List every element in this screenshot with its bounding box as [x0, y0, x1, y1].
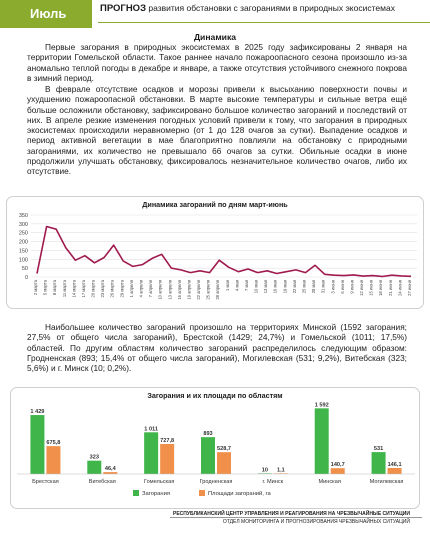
category-label: г. Минск — [262, 479, 284, 485]
paragraph-3: Наибольшее количество загораний произошло на территориях Минской (1592 загорания; 27,5% от общего числа загораний), Брестской (1429; 24,7%) и Гомельской (1011; 17,5%) областей. По другим областям количество загораний распределилось следующим образом: Гродненская (893; 15,4% от общего числа загораний), Могилевская (531; 9,2%), Витебская (323; 5,6%) и г. Минск (10; 0,2%). — [27, 322, 407, 374]
data-label: 528,7 — [217, 446, 231, 453]
legend-label: Загорания — [142, 491, 170, 497]
data-label: 675,8 — [46, 440, 61, 447]
x-tick-label: 23 марта — [100, 280, 106, 298]
x-tick-label: 28 мая — [311, 280, 317, 294]
daily-dynamics-chart — [6, 196, 424, 309]
data-label: 1 592 — [314, 402, 329, 409]
report-title — [100, 3, 395, 14]
bar-area — [46, 446, 60, 474]
x-tick-label: 17 марта — [80, 280, 86, 298]
y-tick-label: 250 — [18, 230, 28, 237]
x-tick-label: 18 июня — [378, 280, 384, 296]
x-tick-label: 8 марта — [52, 280, 58, 296]
report-title-rest: развития обстановки с загораниями в природных экосистемах — [146, 3, 395, 13]
bar-fires — [372, 452, 386, 474]
legend-swatch — [199, 490, 205, 496]
x-tick-label: 10 мая — [253, 280, 259, 294]
y-tick-label: 0 — [24, 275, 28, 281]
x-tick-label: 4 апреля — [138, 280, 144, 298]
x-tick-label: 4 мая — [234, 280, 240, 291]
regions-plot — [11, 388, 421, 510]
y-tick-label: 150 — [18, 248, 28, 255]
section-title: Динамика — [193, 32, 237, 42]
x-tick-label: 1 апреля — [128, 280, 134, 298]
x-tick-label: 16 апреля — [176, 280, 182, 300]
bar-fires — [144, 432, 158, 474]
x-tick-label: 26 марта — [109, 280, 115, 298]
x-tick-label: 13 апреля — [167, 280, 173, 300]
y-tick-label: 350 — [18, 213, 28, 219]
x-tick-label: 1 мая — [224, 280, 230, 291]
x-tick-label: 31 мая — [320, 280, 326, 294]
bar-area — [217, 452, 231, 474]
legend-label: Площади загораний, га — [208, 491, 271, 497]
data-label: 140,7 — [330, 462, 345, 469]
data-label: 727,8 — [160, 437, 175, 444]
y-tick-label: 300 — [18, 221, 28, 228]
x-tick-label: 28 апреля — [215, 280, 221, 300]
footer-dept: ОТДЕЛ МОНИТОРИНГА И ПРОГНОЗИРОВАНИЯ ЧРЕЗВЫЧАЙНЫХ СИТУАЦИЙ — [222, 519, 410, 525]
x-tick-label: 14 марта — [71, 280, 77, 298]
x-tick-label: 16 мая — [272, 280, 278, 294]
bar-fires — [30, 415, 44, 474]
x-tick-label: 20 марта — [90, 280, 96, 298]
data-label: 323 — [89, 454, 99, 461]
x-tick-label: 10 апреля — [157, 280, 163, 300]
report-title-bold: ПРОГНОЗ — [100, 3, 147, 14]
data-label: 1 011 — [144, 426, 158, 433]
category-label: Минская — [318, 479, 341, 485]
x-tick-label: 11 марта — [61, 280, 67, 298]
month-tag: Июль — [0, 0, 92, 28]
header-divider — [98, 22, 430, 23]
x-tick-label: 22 мая — [291, 280, 297, 294]
data-label: 46,4 — [104, 466, 116, 473]
x-tick-label: 7 мая — [243, 280, 249, 291]
x-tick-label: 21 июня — [387, 280, 393, 296]
legend-swatch — [133, 490, 139, 496]
daily-dynamics-plot — [7, 197, 425, 310]
category-label: Брестская — [32, 479, 59, 485]
regions-chart — [10, 387, 420, 509]
x-tick-label: 24 июня — [397, 280, 403, 296]
x-tick-label: 25 мая — [301, 280, 307, 294]
category-label: Гомельская — [144, 479, 175, 485]
x-tick-label: 19 мая — [282, 280, 288, 294]
bar-area — [388, 468, 402, 474]
x-tick-label: 19 апреля — [186, 280, 192, 300]
data-label: 1,1 — [276, 467, 285, 474]
x-tick-label: 6 июня — [339, 280, 345, 294]
data-label: 531 — [373, 446, 384, 453]
x-tick-label: 2 марта — [33, 280, 38, 296]
x-tick-label: 22 апреля — [196, 280, 202, 300]
data-label: 146,1 — [387, 461, 402, 468]
paragraph-1: Первые загорания в природных экосистемах в 2025 году зафиксированы 2 января на территории Гомельской области. Такое раннее начало пожароопасного сезона произошло из-за аномально теплой погоды в декабре и январе, а также отсутствия устойчивого снежного покрова в зимний период. — [27, 42, 407, 83]
data-label: 10 — [261, 467, 268, 474]
y-tick-label: 200 — [18, 239, 28, 246]
paragraph-2: В феврале отсутствие осадков и морозы привели к высыханию поверхности почвы и ухудшению пожароопасной обстановки. В марте высокие температуры и сильные ветра ещё больше осложнили обстановку, зафиксировано большое количество загораний и последствий от них. В апреле резкие изменения погодных условий привели к тому, что загорания в природных экосистемах происходили неравномерно (от 1 до 128 очагов за сутки). Выпадение осадков и период активной вегетации в мае благоприятно повлияли на обстановку с природными загораниями, их количество не превышало 66 очагов за сутки. Обильные осадки в июне продолжили улучшать обстановку, фиксировалось незначительное количество очагов, либо их отсутствие. — [27, 84, 407, 177]
series-line — [37, 227, 411, 277]
category-label: Витебская — [88, 479, 116, 485]
bar-fires — [201, 437, 215, 474]
y-tick-label: 100 — [18, 257, 28, 264]
chart-title: Загорания и их площади по областям — [147, 391, 283, 400]
y-tick-label: 50 — [21, 266, 28, 273]
bar-area — [331, 468, 345, 474]
x-tick-label: 15 июня — [368, 280, 374, 296]
x-tick-label: 7 апреля — [148, 280, 154, 298]
x-tick-label: 27 июня — [407, 280, 412, 296]
category-label: Гродненская — [199, 479, 233, 485]
data-label: 1 429 — [30, 409, 45, 416]
x-tick-label: 3 июня — [330, 280, 336, 294]
x-tick-label: 12 июня — [359, 280, 365, 296]
footer-org: РЕСПУБЛИКАНСКИЙ ЦЕНТР УПРАВЛЕНИЯ И РЕАГИРОВАНИЯ НА ЧРЕЗВЫЧАЙНЫЕ СИТУАЦИИ — [172, 511, 410, 517]
x-tick-label: 5 марта — [42, 280, 48, 296]
data-label: 893 — [203, 431, 213, 438]
footer — [173, 510, 410, 526]
x-tick-label: 9 июня — [349, 280, 355, 294]
category-label: Могилевская — [369, 479, 404, 485]
bar-fires — [315, 408, 329, 474]
x-tick-label: 29 марта — [119, 280, 125, 298]
x-tick-label: 13 мая — [263, 280, 269, 294]
page-header — [0, 0, 430, 28]
chart-title: Динамика загораний по дням март-июнь — [142, 200, 288, 209]
bar-area — [160, 444, 174, 474]
x-tick-label: 25 апреля — [205, 280, 211, 300]
bar-fires — [87, 461, 101, 474]
